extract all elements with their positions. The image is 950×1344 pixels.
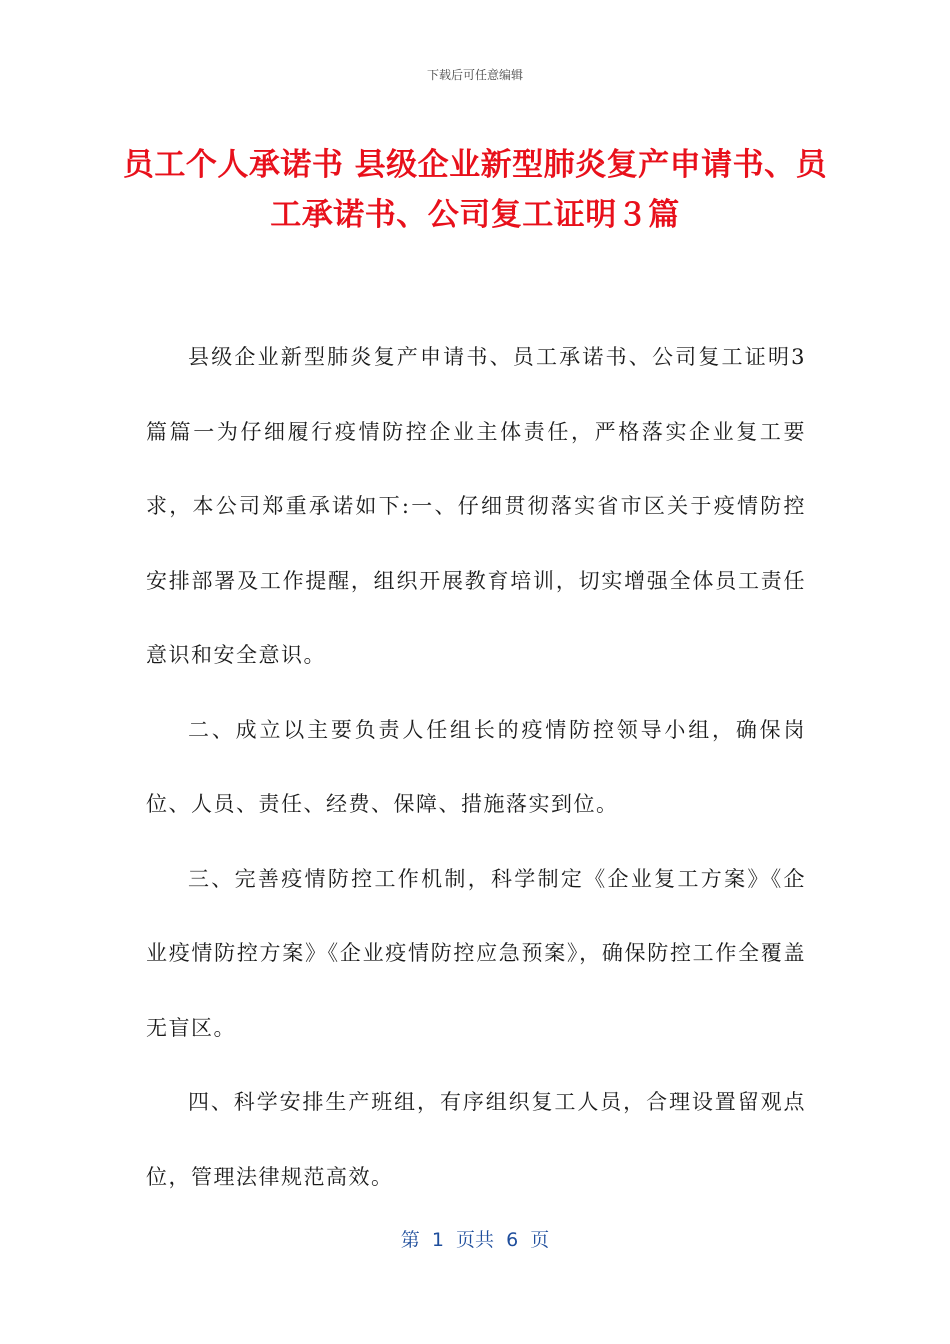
paragraph-3: 三、完善疫情防控工作机制，科学制定《企业复工方案》《企业疫情防控方案》《企业疫情防控应急预案》，确保防控工作全覆盖无盲区。 — [146, 866, 806, 1040]
paragraph-2: 二、成立以主要负责人任组长的疫情防控领导小组，确保岗位、人员、责任、经费、保障、措施落实到位。 — [146, 717, 806, 816]
paragraph-4: 四、科学安排生产班组，有序组织复工人员，合理设置留观点位，管理法律规范高效。 — [146, 1090, 806, 1189]
page-number-footer: 第 1 页共 6 页 — [400, 1229, 550, 1251]
paragraph-1: 县级企业新型肺炎复产申请书、员工承诺书、公司复工证明3篇篇一为仔细履行疫情防控企业主体责任，严格落实企业复工要求，本公司郑重承诺如下:一、仔细贯彻落实省市区关于疫情防控安排部署及工作提醒，组织开展教育培训，切实增强全体员工责任意识和安全意识。 — [146, 345, 806, 667]
header-note: 下载后可任意编辑 — [426, 68, 523, 82]
document-body — [146, 320, 806, 1214]
document-title: 员工个人承诺书 县级企业新型肺炎复产申请书、员工承诺书、公司复工证明３篇 — [122, 147, 828, 233]
